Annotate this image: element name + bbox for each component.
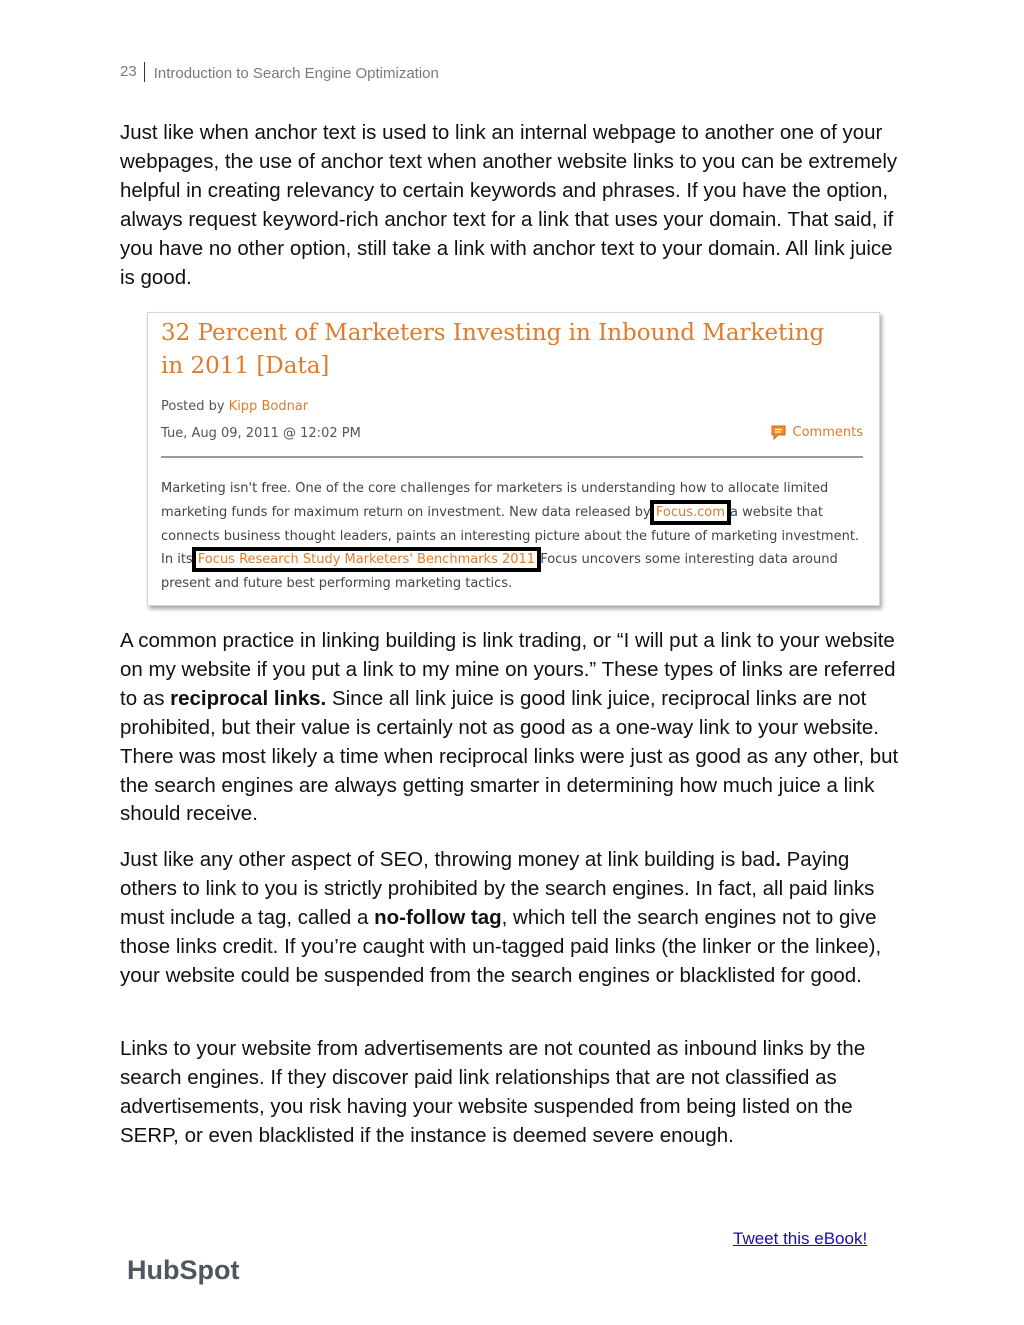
comments-link[interactable] [770, 424, 863, 441]
focus-research-study-link[interactable]: Focus Research Study Marketers' Benchmarks 2011 [197, 552, 536, 568]
excerpt-line: present and future best performing marketing tactics. [161, 576, 513, 592]
post-date: Tue, Aug 09, 2011 @ 12:02 PM [161, 426, 361, 441]
paragraph-advertisements: Links to your website from advertisements are not counted as inbound links by the search engines. If they discover paid link relationships that are not classified as advertisements, you risk having your website suspended from being listed on the SERP, or even blacklisted if the instance is deemed severe enough. [120, 1037, 866, 1147]
page-number: 23 [120, 62, 145, 82]
paragraph-paid-links: Just like any other aspect of SEO, throwing money at link building is bad. Paying others to link to you is strictly prohibited by the search engines. In fact, all paid links must include a tag, called a no-follow tag, which tell the search engines not to give those links credit. If you’re caught with un-tagged paid links (the linker or the linkee), your website could be suspended from the search engines or blacklisted for good. [120, 848, 882, 987]
excerpt-line: marketing funds for maximum return on investment. New data released by Focus.com a website that [161, 504, 824, 520]
blog-post-screenshot [147, 312, 880, 606]
header-title: Introduction to Search Engine Optimization [153, 65, 439, 82]
blog-post-excerpt [161, 477, 861, 596]
paragraph-reciprocal-links: A common practice in linking building is link trading, or “I will put a link to your website on my website if you put a link to my mine on yours.” These types of links are referred to as reciprocal links. Since all link juice is good link juice, reciprocal links are not prohibited, but their value is certainly not as good as a one-way link to your website. There was most likely a time when reciprocal links were just as good as any other, but the search engines are always getting smarter in determining how much juice a link should receive. [120, 629, 899, 826]
excerpt-line: connects business thought leaders, paints an interesting picture about the future of marketing investment. [161, 528, 860, 544]
blog-post-title: 32 Percent of Marketers Investing in Inbound Marketing in 2011 [Data] [161, 320, 825, 379]
reciprocal-links-term: reciprocal links. [170, 686, 327, 710]
no-follow-tag-term: no-follow tag [374, 905, 502, 929]
divider [161, 456, 863, 458]
comments-label: Comments [792, 425, 863, 440]
page-header [120, 60, 439, 84]
posted-by-label: Posted by [161, 399, 229, 414]
post-author-line [161, 399, 308, 414]
excerpt-line: Marketing isn't free. One of the core challenges for marketers is understanding how to allocate limited [161, 481, 829, 496]
hubspot-logo [127, 1245, 247, 1291]
logo-text: HubSpot [127, 1255, 240, 1285]
paragraph-anchor-text: Just like when anchor text is used to link an internal webpage to another one of your webpages, the use of anchor text when another website links to you can be extremely helpful in creating relevancy to certain keywords and phrases. If you have the option, always request keyword-rich anchor text for a link that uses your domain. That said, if you have no other option, still take a link with anchor text to your domain. All link juice is good. [120, 121, 898, 289]
tweet-ebook-link[interactable]: Tweet this eBook! [733, 1229, 868, 1248]
focus-com-link[interactable]: Focus.com [655, 504, 725, 520]
excerpt-line: In its Focus Research Study Marketers' Benchmarks 2011 Focus uncovers some interesting data around [161, 552, 838, 568]
author-link[interactable]: Kipp Bodnar [228, 399, 309, 414]
comment-bubble-icon [770, 424, 787, 441]
